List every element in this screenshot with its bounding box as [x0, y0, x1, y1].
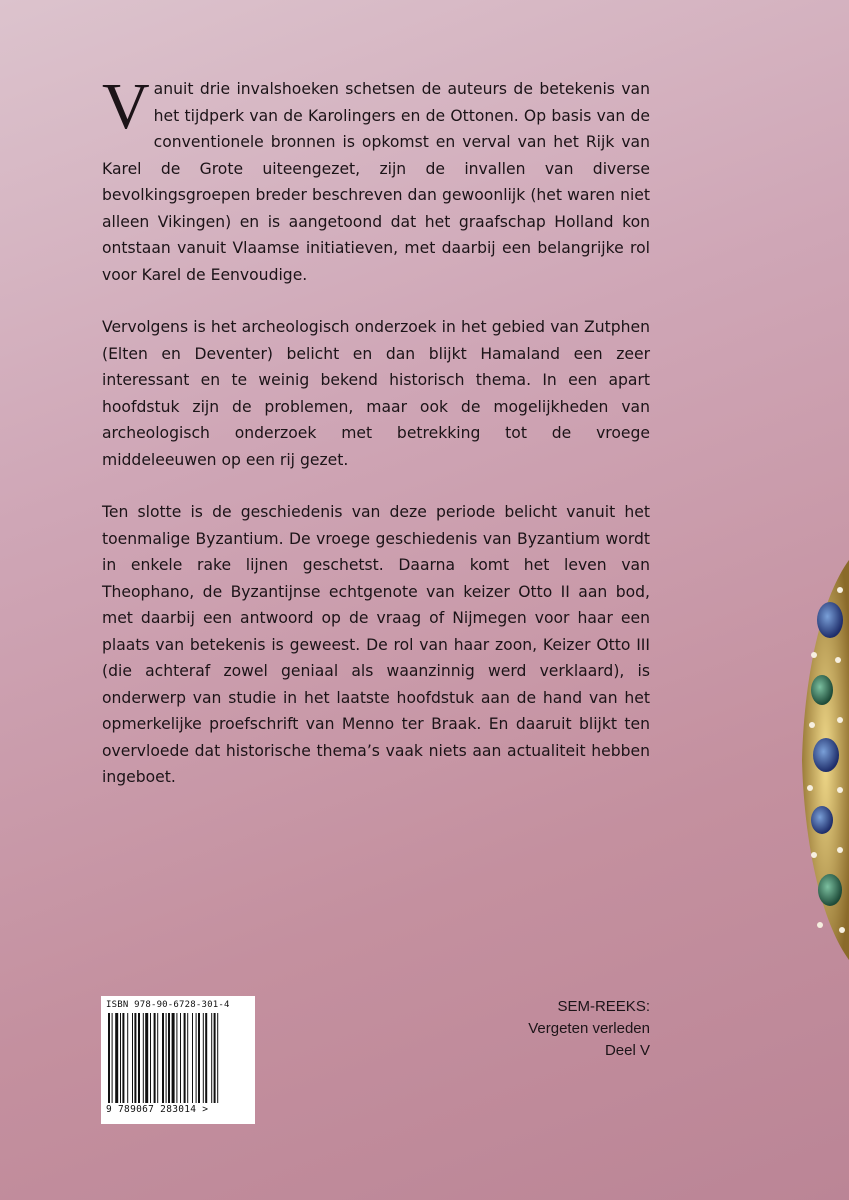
- series-name: SEM-REEKS:: [557, 998, 650, 1015]
- barcode-bar: [184, 1013, 186, 1103]
- barcode-bar: [132, 1013, 133, 1103]
- barcode-bar: [112, 1013, 113, 1103]
- drop-cap: V: [102, 70, 150, 143]
- barcode-bar: [172, 1013, 175, 1103]
- barcode-bar: [162, 1013, 164, 1103]
- barcode-bar: [120, 1013, 121, 1103]
- barcode-bars: [106, 1013, 250, 1103]
- back-cover-text: [102, 70, 650, 817]
- barcode-bar: [143, 1013, 144, 1103]
- barcode-bar: [145, 1013, 148, 1103]
- barcode-bar: [176, 1013, 177, 1103]
- barcode-bar: [196, 1013, 197, 1103]
- isbn-barcode: [101, 996, 255, 1124]
- barcode-bar: [127, 1013, 128, 1103]
- barcode-bar: [214, 1013, 216, 1103]
- barcode-bar: [198, 1013, 200, 1103]
- barcode-bar: [192, 1013, 193, 1103]
- barcode-bar: [205, 1013, 207, 1103]
- series-volume: Deel V: [604, 1042, 650, 1059]
- series-info: [528, 996, 650, 1062]
- barcode-bar: [134, 1013, 136, 1103]
- barcode-bar: [154, 1013, 156, 1103]
- barcode-bar: [122, 1013, 124, 1103]
- isbn-label: ISBN 978-90-6728-301-4: [106, 1000, 230, 1010]
- barcode-bar: [150, 1013, 151, 1103]
- barcode-bar: [203, 1013, 204, 1103]
- barcode-bar: [166, 1013, 167, 1103]
- barcode-bar: [180, 1013, 181, 1103]
- barcode-bar: [138, 1013, 140, 1103]
- barcode-bar: [217, 1013, 218, 1103]
- barcode-bar: [211, 1013, 212, 1103]
- barcode-bar: [115, 1013, 118, 1103]
- barcode-bar: [187, 1013, 188, 1103]
- barcode-bar: [108, 1013, 110, 1103]
- jeweled-ornament-image: [800, 560, 849, 960]
- paragraph-2: Vervolgens is het archeologisch onderzoek in het gebied van Zutphen (Elten en Deventer) belicht en dan blijkt Hamaland een zeer interessant en te weinig bekend historisch thema. In een apart hoofdstuk zijn de problemen, maar ook de mogelijkheden van archeologisch onderzoek met betrekking tot de vroege middeleeuwen op een rij gezet.: [102, 318, 650, 469]
- barcode-bar: [168, 1013, 170, 1103]
- paragraph-1-text: anuit drie invalshoeken schetsen de auteurs de betekenis van het tijdperk van de Karolingers en de Ottonen. Op basis van de conventionele bronnen is opkomst en verval van het Rijk van Karel de Grote uiteengezet, zijn de invallen van diverse bevolkingsgroepen breder beschreven dan gewoonlijk (het waren niet alleen Vikingen) en is aangetoond dat het graafschap Holland kon ontstaan vanuit Vlaamse initiatieven, met daarbij een belangrijke rol voor Karel de Eenvoudige.: [102, 80, 650, 284]
- barcode-digits: 9 789067 283014 >: [106, 1104, 209, 1115]
- series-subtitle: Vergeten verleden: [528, 1020, 650, 1037]
- paragraph-1: [102, 70, 650, 288]
- paragraph-3: Ten slotte is de geschiedenis van deze periode belicht vanuit het toenmalige Byzantium. De vroege geschiedenis van Byzantium wordt in enkele rake lijnen geschetst. Daarna komt het leven van Theophano, de Byzantijnse echtgenote van keizer Otto II aan bod, met daarbij een antwoord op de vraag of Nijmegen voor haar een plaats van betekenis is geweest. De rol van haar zoon, Keizer Otto III (die achteraf zowel geniaal als waanzinnig werd verklaard), is onderwerp van studie in het laatste hoofdstuk aan de hand van het opmerkelijke proefschrift van Menno ter Braak. En daaruit blijkt ten overvloede dat historische thema’s vaak niets aan actualiteit hebben ingeboet.: [102, 503, 650, 786]
- barcode-bar: [157, 1013, 158, 1103]
